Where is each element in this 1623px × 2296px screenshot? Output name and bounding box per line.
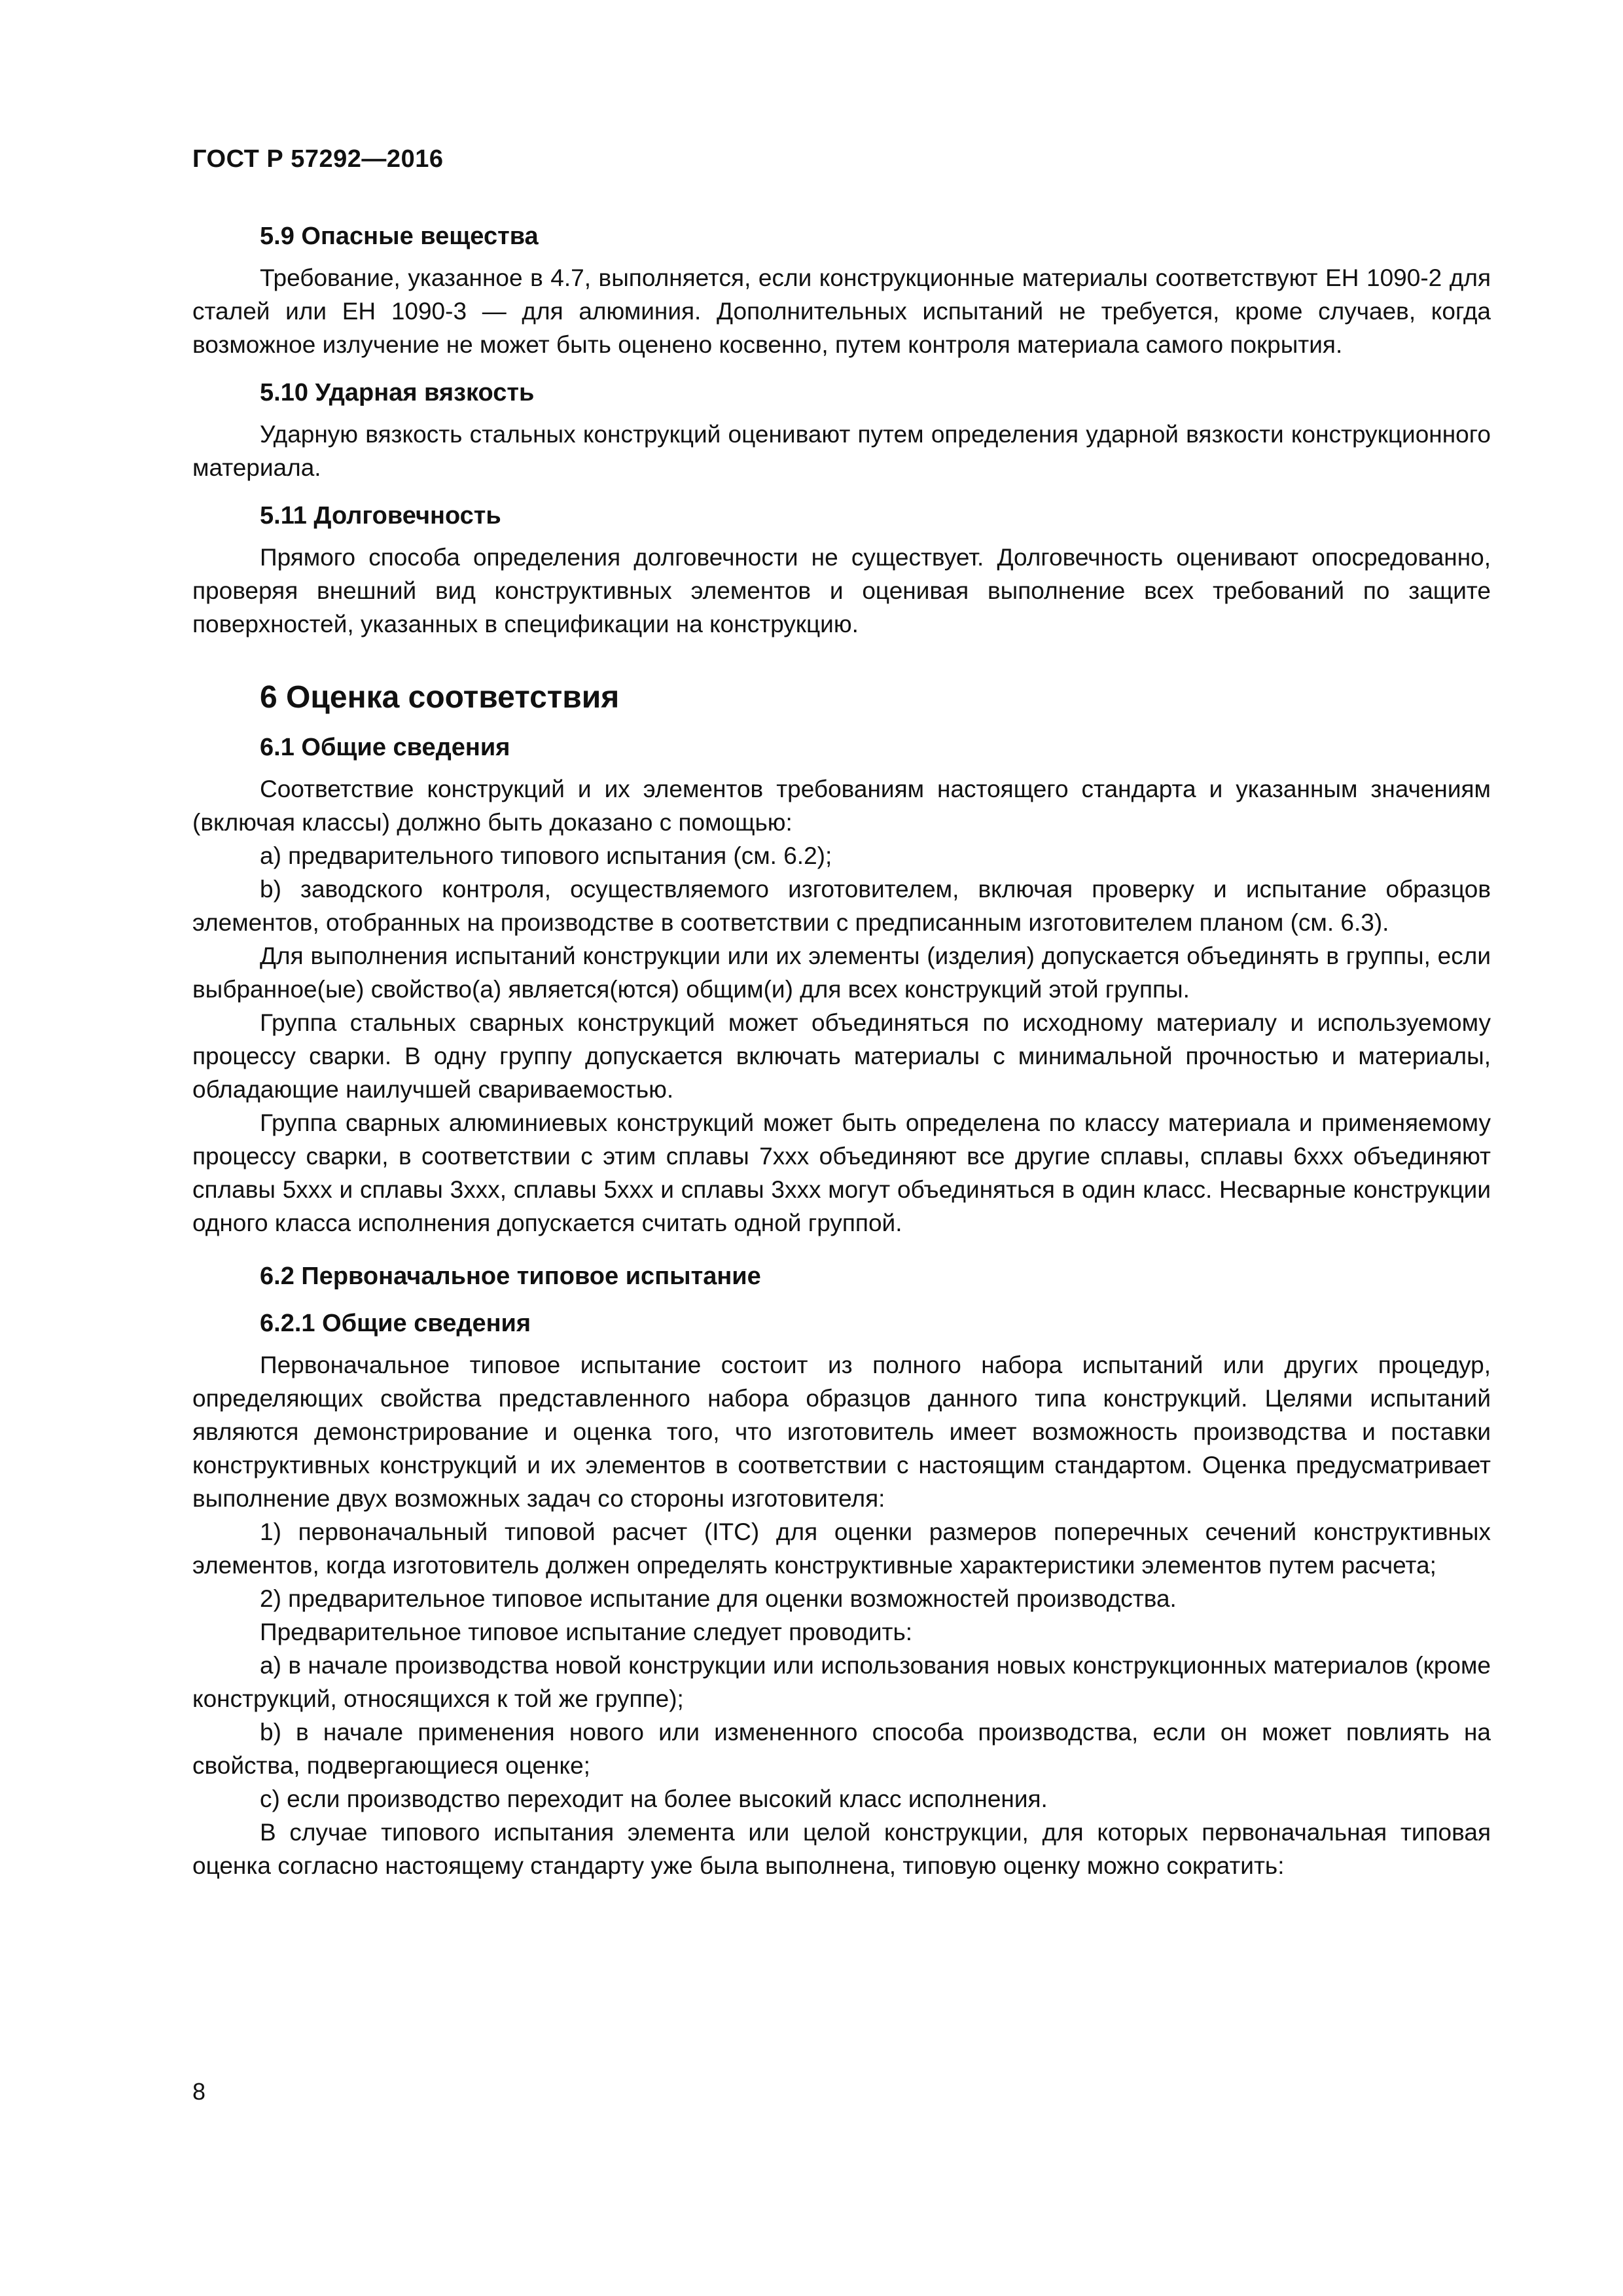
list-item-b: b) заводского контроля, осуществляемого изготовителем, включая проверку и испытание образцов элементов, отобранных на производстве в соответствии с предписанным изготовителем планом (см. 6.3). <box>192 876 1491 936</box>
list-item-c: c) если производство переходит на более высокий класс исполнения. <box>260 1785 1048 1812</box>
list-item-1: 1) первоначальный типовой расчет (ITC) для оценки размеров поперечных сечений конструктивных элементов, когда изготовитель должен определять конструктивные характеристики элементов путем расчета; <box>192 1518 1491 1579</box>
list-item-a: a) в начале производства новой конструкции или использования новых конструкционных материалов (кроме конструкций, относящихся к той же группе); <box>192 1652 1491 1712</box>
paragraph: Группа сварных алюминиевых конструкций может быть определена по классу материала и применяемому процессу сварки, в соответствии с этим сплавы 7xxx объединяют все другие сплавы, сплавы 6xxx объединяют сплавы 5xxx и сплавы 3xxx, сплавы 5xxx и сплавы 3xxx могут объединяться в один класс. Несварные конструкции одного класса исполнения допускается считать одной группой. <box>192 1109 1491 1236</box>
paragraph: Соответствие конструкций и их элементов требованиям настоящего стандарта и указанным значениям (включая классы) должно быть доказано с помощью: <box>192 776 1491 836</box>
document-body <box>192 219 1491 1882</box>
section-heading-5-11: 5.11 Долговечность <box>260 502 501 529</box>
paragraph: Первоначальное типовое испытание состоит из полного набора испытаний или других процедур, определяющих свойства представленного набора образцов данного типа конструкций. Целями испытаний являются демонстрирование и оценка того, что изготовитель имеет возможность производства и поставки конструктивных конструкций и их элементов в соответствии с настоящим стандартом. Оценка предусматривает выполнение двух возможных задач со стороны изготовителя: <box>192 1352 1491 1512</box>
paragraph: Предварительное типовое испытание следует проводить: <box>260 1619 913 1645</box>
list-item-2: 2) предварительное типовое испытание для оценки возможностей производства. <box>260 1585 1177 1612</box>
paragraph: Группа стальных сварных конструкций может объединяться по исходному материалу и используемому процессу сварки. В одну группу допускается включать материалы с минимальной прочностью и материалы, обладающие наилучшей свариваемостью. <box>192 1009 1491 1103</box>
section-heading-5-9: 5.9 Опасные вещества <box>260 223 539 250</box>
section-heading-5-10: 5.10 Ударная вязкость <box>260 379 535 406</box>
chapter-heading-6: 6 Оценка соответствия <box>260 680 620 715</box>
paragraph: В случае типового испытания элемента или целой конструкции, для которых первоначальная типовая оценка согласно настоящему стандарту уже была выполнена, типовую оценку можно сократить: <box>192 1819 1491 1879</box>
paragraph: Прямого способа определения долговечности не существует. Долговечность оценивают опосредованно, проверяя внешний вид конструктивных элементов и оценивая выполнение всех требований по защите поверхностей, указанных в спецификации на конструкцию. <box>192 544 1491 637</box>
paragraph: Ударную вязкость стальных конструкций оценивают путем определения ударной вязкости конструкционного материала. <box>192 421 1491 481</box>
paragraph: Требование, указанное в 4.7, выполняется, если конструкционные материалы соответствуют ЕН 1090-2 для сталей или ЕН 1090-3 — для алюминия. Дополнительных испытаний не требуется, кроме случаев, когда возможное излучение не может быть оценено косвенно, путем контроля материала самого покрытия. <box>192 264 1491 358</box>
document-header: ГОСТ Р 57292—2016 <box>192 145 444 173</box>
list-item-a: a) предварительного типового испытания (см. 6.2); <box>260 842 832 869</box>
section-heading-6-1: 6.1 Общие сведения <box>260 734 510 761</box>
page-number: 8 <box>192 2078 206 2105</box>
paragraph: Для выполнения испытаний конструкции или их элементы (изделия) допускается объединять в группы, если выбранное(ые) свойство(а) является(ются) общим(и) для всех конструкций этой группы. <box>192 942 1491 1003</box>
list-item-b: b) в начале применения нового или измененного способа производства, если он может повлиять на свойства, подвергающиеся оценке; <box>192 1719 1491 1779</box>
section-heading-6-2-1: 6.2.1 Общие сведения <box>260 1310 531 1337</box>
section-heading-6-2: 6.2 Первоначальное типовое испытание <box>260 1263 761 1290</box>
